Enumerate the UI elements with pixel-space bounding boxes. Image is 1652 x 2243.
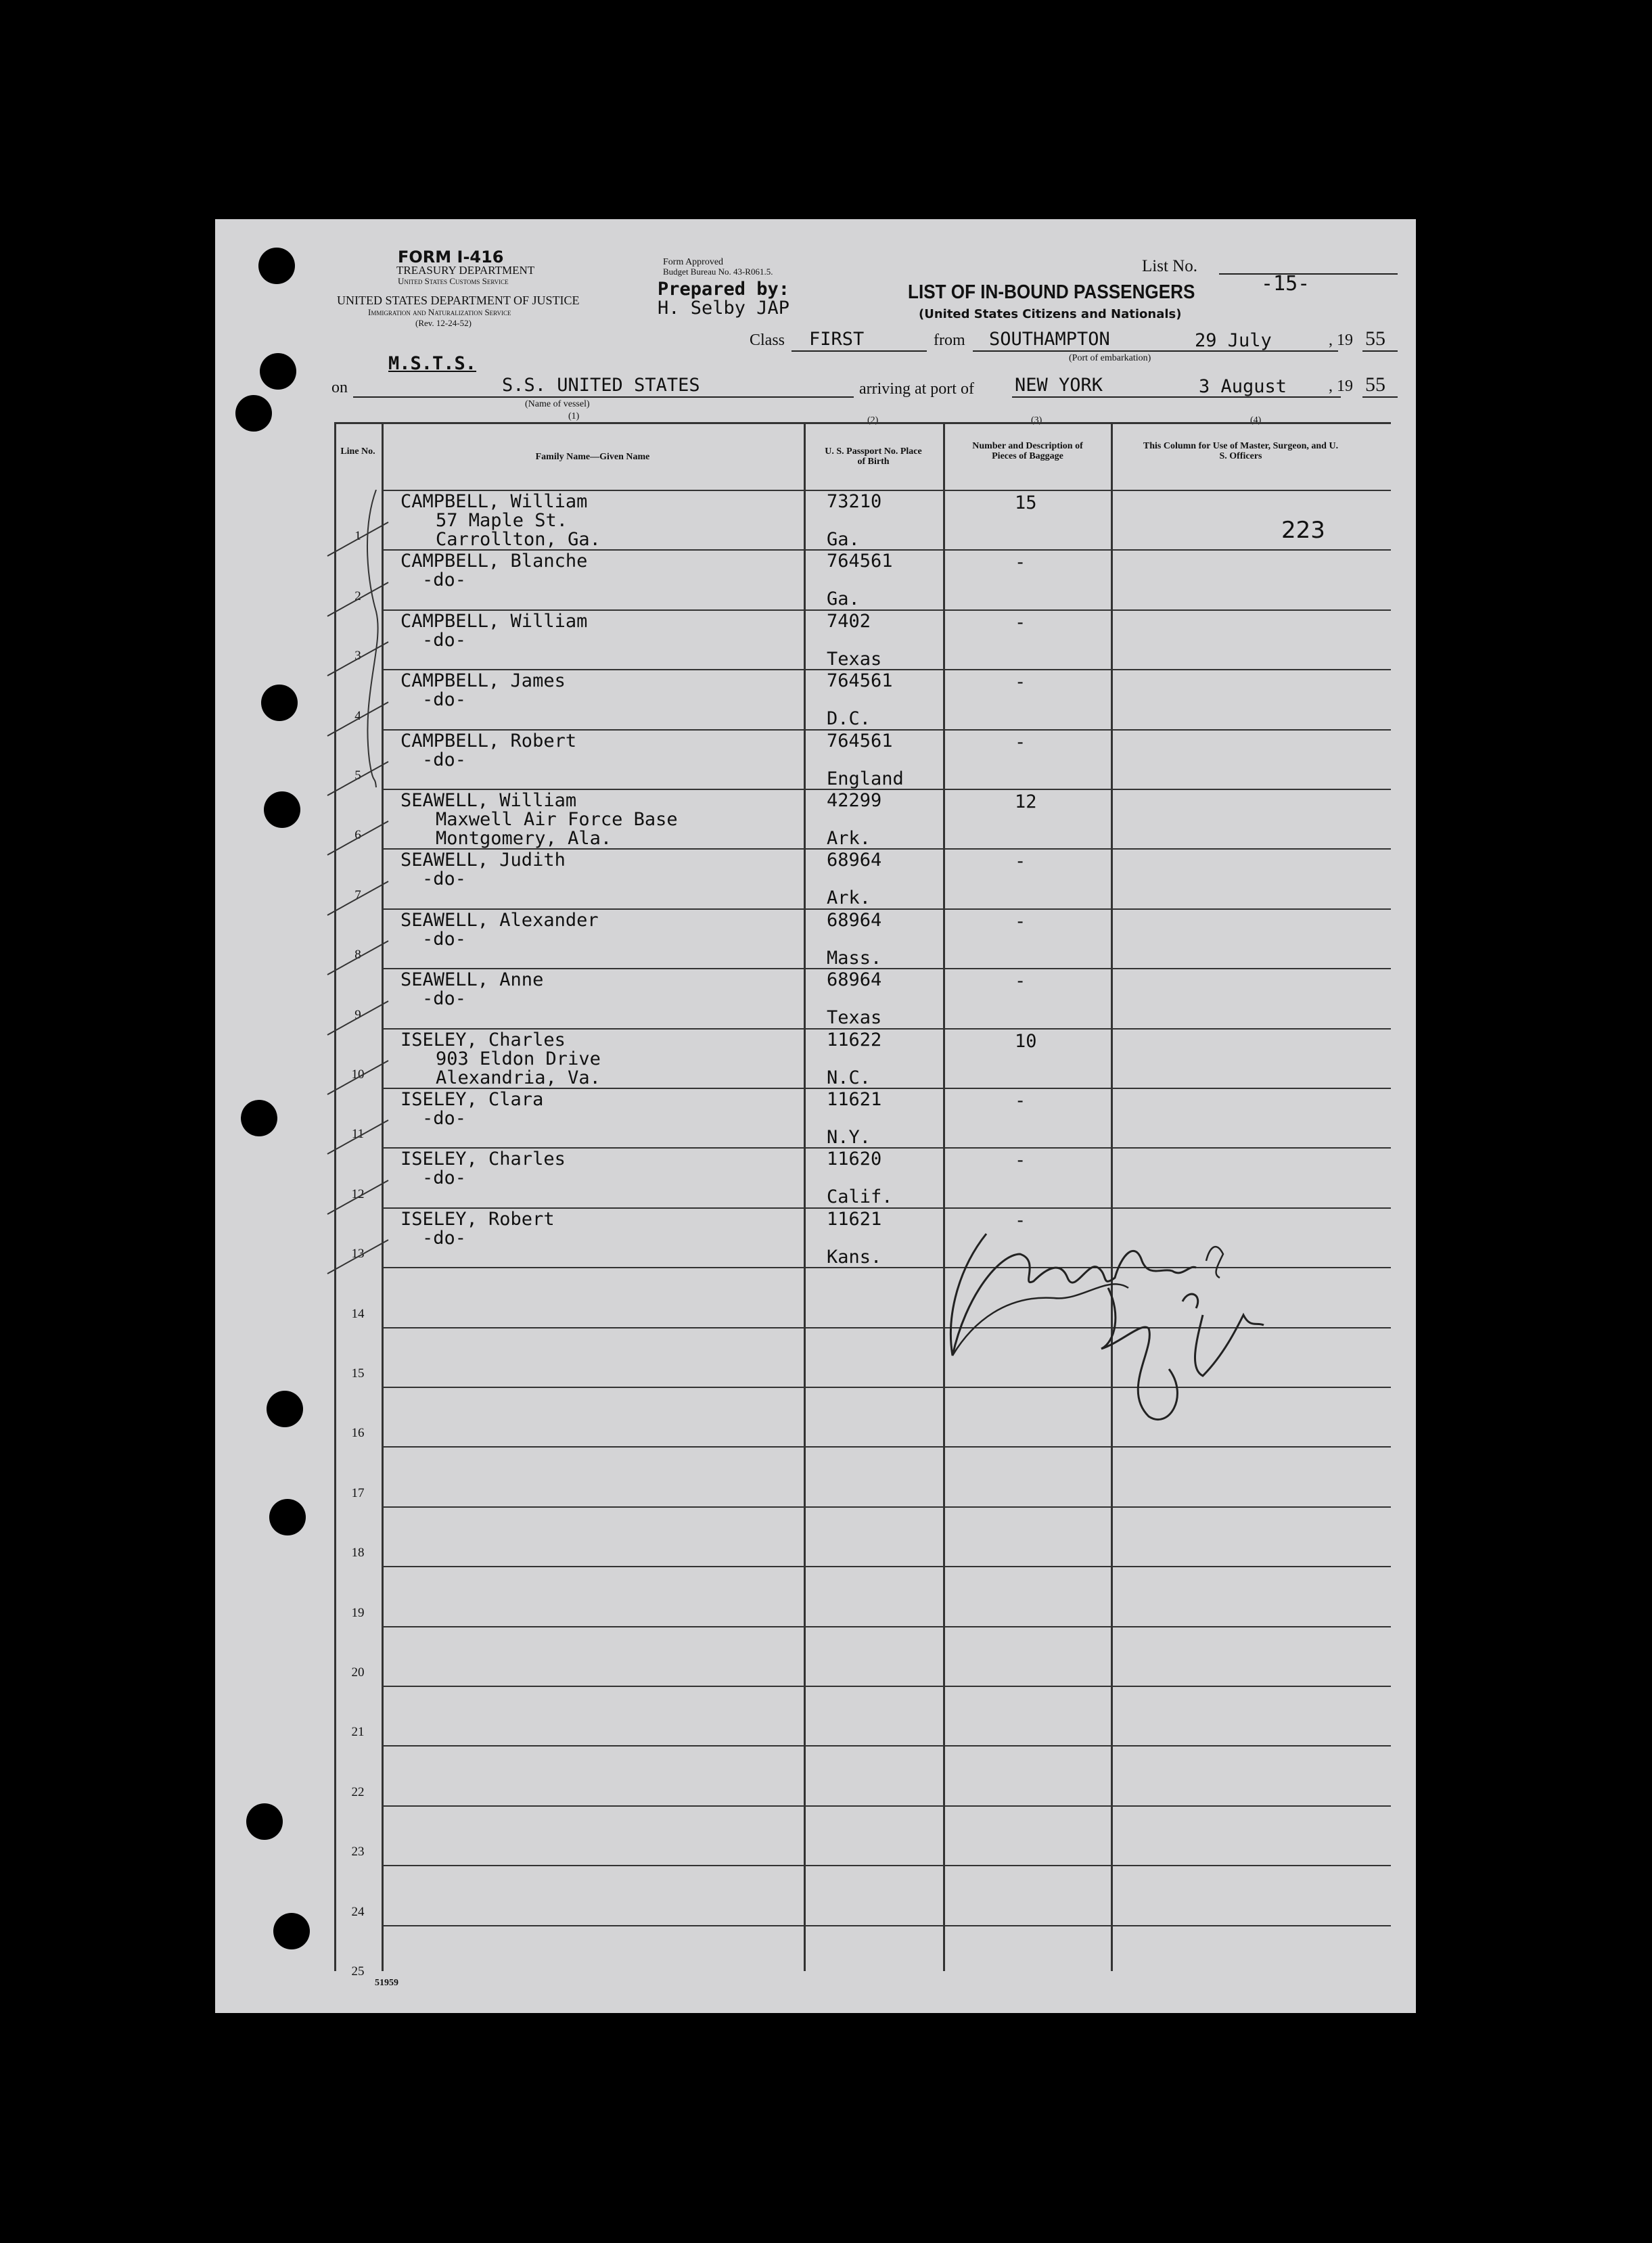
- embarkation-date: 29 July: [1195, 330, 1272, 351]
- place-of-birth: Mass.: [827, 948, 882, 969]
- line-number: 24: [351, 1905, 365, 1919]
- officer-note: 223: [1281, 517, 1325, 544]
- column-header-line-no: Line No.: [340, 446, 375, 457]
- punch-hole: [235, 395, 272, 432]
- punch-hole: [264, 791, 300, 828]
- line-number: 19: [351, 1606, 365, 1620]
- list-title: LIST OF IN-BOUND PASSENGERS: [908, 281, 1195, 303]
- row-divider: [382, 1626, 1391, 1627]
- embarkation-year: 55: [1365, 327, 1385, 350]
- year-prefix: 19: [1337, 377, 1353, 395]
- check-mark-strokes: [321, 490, 402, 1301]
- punch-hole: [241, 1100, 277, 1136]
- punch-hole: [273, 1913, 310, 1949]
- passenger-name: ISELEY, Clara: [400, 1089, 544, 1110]
- check-stroke: [327, 702, 388, 736]
- line-number: 13: [351, 1247, 365, 1261]
- row-divider: [382, 1805, 1391, 1807]
- column-marker-1: (1): [568, 411, 580, 421]
- passenger-address-line2: Alexandria, Va.: [436, 1067, 601, 1088]
- punch-hole: [258, 248, 295, 284]
- arrival-year: 55: [1365, 373, 1385, 396]
- line-number: 3: [354, 649, 361, 663]
- vessel-caption: (Name of vessel): [525, 399, 590, 409]
- line-number: 6: [354, 828, 361, 842]
- line-number: 18: [351, 1546, 365, 1560]
- check-stroke: [327, 522, 388, 556]
- arrival-year-prefix: , 19: [1329, 377, 1353, 395]
- place-of-birth: Calif.: [827, 1186, 893, 1207]
- place-of-birth: Ga.: [827, 529, 860, 550]
- msts-label: M.S.T.S.: [388, 353, 477, 374]
- passport-number: 68964: [827, 910, 882, 931]
- column-marker-2: (2): [867, 415, 879, 425]
- check-stroke: [327, 582, 388, 616]
- passenger-name: SEAWELL, Judith: [400, 850, 566, 871]
- passenger-address-line1: -do-: [422, 749, 467, 770]
- check-stroke: [327, 1240, 388, 1274]
- passport-number: 11622: [827, 1030, 882, 1050]
- place-of-birth: N.Y.: [827, 1127, 871, 1148]
- passenger-name: SEAWELL, Anne: [400, 969, 544, 990]
- prepared-by-value: H. Selby JAP: [658, 298, 790, 319]
- form-number: FORM I-416: [398, 248, 504, 267]
- line-number: 12: [351, 1187, 365, 1201]
- check-stroke: [327, 941, 388, 975]
- check-stroke: [327, 1001, 388, 1035]
- passenger-name: SEAWELL, Alexander: [400, 910, 599, 931]
- passport-number: 11620: [827, 1149, 882, 1170]
- baggage-count: -: [1015, 1090, 1026, 1111]
- line-number: 1: [354, 529, 361, 543]
- passport-number: 7402: [827, 611, 871, 632]
- place-of-birth: D.C.: [827, 708, 871, 729]
- family-bracket: [367, 490, 378, 787]
- vessel-name: S.S. UNITED STATES: [502, 375, 700, 396]
- baggage-count: -: [1015, 1210, 1026, 1231]
- footer-code: 51959: [375, 1978, 398, 1988]
- passenger-name: CAMPBELL, Blanche: [400, 551, 588, 572]
- baggage-count: 10: [1015, 1031, 1037, 1052]
- passenger-address-line1: -do-: [422, 1167, 467, 1188]
- class-value: FIRST: [809, 329, 865, 350]
- from-label: from: [934, 331, 965, 349]
- check-stroke: [327, 642, 388, 676]
- list-no-label: List No.: [1142, 257, 1197, 275]
- punch-hole: [267, 1391, 303, 1427]
- passenger-name: CAMPBELL, William: [400, 611, 588, 632]
- passport-number: 68964: [827, 850, 882, 871]
- department-of-justice: UNITED STATES DEPARTMENT OF JUSTICE: [337, 294, 580, 307]
- line-number: 5: [354, 768, 361, 783]
- line-number: 2: [354, 589, 361, 603]
- line-number: 16: [351, 1426, 365, 1440]
- passport-number: 68964: [827, 969, 882, 990]
- passenger-address-line1: -do-: [422, 689, 467, 710]
- baggage-count: -: [1015, 612, 1026, 633]
- budget-bureau-number: Budget Bureau No. 43-R061.5.: [663, 267, 773, 277]
- passport-number: 42299: [827, 790, 882, 811]
- place-of-birth: Ark.: [827, 887, 871, 908]
- line-number: 9: [354, 1008, 361, 1022]
- passenger-address-line1: -do-: [422, 988, 467, 1009]
- embarkation-year-prefix: , 19: [1329, 331, 1353, 349]
- column-header-name: Family Name—Given Name: [535, 452, 650, 462]
- arriving-label: arriving at port of: [859, 380, 974, 398]
- row-divider: [382, 1506, 1391, 1508]
- baggage-count: -: [1015, 1150, 1026, 1171]
- line-number: 8: [354, 948, 361, 962]
- list-subtitle: (United States Citizens and Nationals): [919, 307, 1182, 321]
- line-number: 23: [351, 1845, 365, 1859]
- check-stroke: [327, 1180, 388, 1214]
- punch-hole: [260, 353, 296, 390]
- passenger-list-sheet: [215, 219, 1416, 2013]
- port-embarkation-caption: (Port of embarkation): [1069, 353, 1151, 363]
- line-number: 11: [351, 1127, 365, 1141]
- check-stroke: [327, 821, 388, 855]
- passport-number: 764561: [827, 731, 893, 751]
- passenger-name: CAMPBELL, William: [400, 491, 588, 512]
- column-header-baggage: Number and Description of Pieces of Baggage: [972, 441, 1083, 461]
- row-divider: [382, 1865, 1391, 1866]
- passenger-address-line2: Montgomery, Ala.: [436, 828, 612, 849]
- check-stroke: [327, 762, 388, 795]
- line-number: 4: [354, 709, 361, 723]
- baggage-count: -: [1015, 672, 1026, 693]
- passenger-name: SEAWELL, William: [400, 790, 577, 811]
- line-number: 25: [351, 1964, 365, 1979]
- passenger-address-line1: -do-: [422, 929, 467, 950]
- line-number: 22: [351, 1785, 365, 1799]
- column-header-officers: This Column for Use of Master, Surgeon, and U. S. Officers: [1143, 441, 1339, 461]
- place-of-birth: Ga.: [827, 588, 860, 609]
- form-revision: (Rev. 12-24-52): [415, 318, 472, 328]
- line-number: 17: [351, 1486, 365, 1500]
- arrival-port: NEW YORK: [1015, 375, 1103, 396]
- customs-service: United States Customs Service: [398, 276, 509, 286]
- line-number: 10: [351, 1067, 365, 1082]
- passenger-name: CAMPBELL, Robert: [400, 731, 577, 751]
- column-marker-4: (4): [1250, 415, 1262, 425]
- row-divider: [382, 1446, 1391, 1448]
- place-of-birth: N.C.: [827, 1067, 871, 1088]
- row-divider: [382, 1745, 1391, 1747]
- immigration-service: Immigration and Naturalization Service: [368, 307, 511, 317]
- line-number: 14: [351, 1307, 365, 1321]
- passenger-address-line1: 57 Maple St.: [436, 510, 568, 531]
- line-number: 20: [351, 1665, 365, 1680]
- baggage-count: -: [1015, 911, 1026, 932]
- punch-hole: [246, 1803, 283, 1840]
- row-divider: [382, 1925, 1391, 1926]
- row-divider: [382, 1686, 1391, 1687]
- passenger-name: CAMPBELL, James: [400, 670, 566, 691]
- passenger-address-line1: -do-: [422, 570, 467, 591]
- passenger-address-line1: Maxwell Air Force Base: [436, 809, 678, 830]
- passenger-name: ISELEY, Charles: [400, 1030, 566, 1050]
- passport-number: 764561: [827, 670, 893, 691]
- passenger-address-line1: -do-: [422, 869, 467, 889]
- port-of-embarkation: SOUTHAMPTON: [989, 329, 1110, 350]
- prepared-by-label: Prepared by:: [658, 279, 790, 300]
- baggage-count: -: [1015, 971, 1026, 992]
- passenger-address-line1: 903 Eldon Drive: [436, 1048, 601, 1069]
- passenger-name: ISELEY, Robert: [400, 1209, 555, 1230]
- baggage-count: 12: [1015, 791, 1037, 812]
- passenger-address-line1: -do-: [422, 630, 467, 651]
- passport-number: 73210: [827, 491, 882, 512]
- line-number: 21: [351, 1725, 365, 1739]
- column-marker-3: (3): [1031, 415, 1042, 425]
- baggage-count: 15: [1015, 492, 1037, 513]
- column-header-passport: U. S. Passport No. Place of Birth: [825, 446, 922, 467]
- place-of-birth: Texas: [827, 649, 882, 670]
- check-stroke: [327, 881, 388, 915]
- on-label: on: [331, 379, 348, 396]
- passport-number: 11621: [827, 1089, 882, 1110]
- check-stroke: [327, 1061, 388, 1094]
- passenger-address-line1: -do-: [422, 1228, 467, 1249]
- place-of-birth: England: [827, 768, 904, 789]
- baggage-count: -: [1015, 851, 1026, 872]
- list-no-value: -15-: [1261, 272, 1310, 296]
- passenger-table: [334, 422, 1391, 1979]
- year-prefix: 19: [1337, 331, 1353, 349]
- punch-hole: [261, 685, 298, 721]
- passenger-address-line2: Carrollton, Ga.: [436, 529, 601, 550]
- row-divider: [382, 1566, 1391, 1567]
- place-of-birth: Ark.: [827, 828, 871, 849]
- passport-number: 764561: [827, 551, 893, 572]
- check-stroke: [327, 1120, 388, 1154]
- treasury-department: TREASURY DEPARTMENT: [396, 264, 535, 277]
- line-number: 7: [354, 888, 361, 902]
- passenger-name: ISELEY, Charles: [400, 1149, 566, 1170]
- baggage-count: -: [1015, 552, 1026, 573]
- class-label: Class: [750, 331, 785, 349]
- passport-number: 11621: [827, 1209, 882, 1230]
- line-number: 15: [351, 1366, 365, 1381]
- punch-hole: [269, 1499, 306, 1535]
- passenger-address-line1: -do-: [422, 1108, 467, 1129]
- arrival-date: 3 August: [1199, 376, 1287, 397]
- handwritten-signature: [946, 1210, 1270, 1430]
- form-approved: Form Approved: [663, 257, 724, 267]
- place-of-birth: Kans.: [827, 1247, 882, 1268]
- place-of-birth: Texas: [827, 1007, 882, 1028]
- baggage-count: -: [1015, 732, 1026, 753]
